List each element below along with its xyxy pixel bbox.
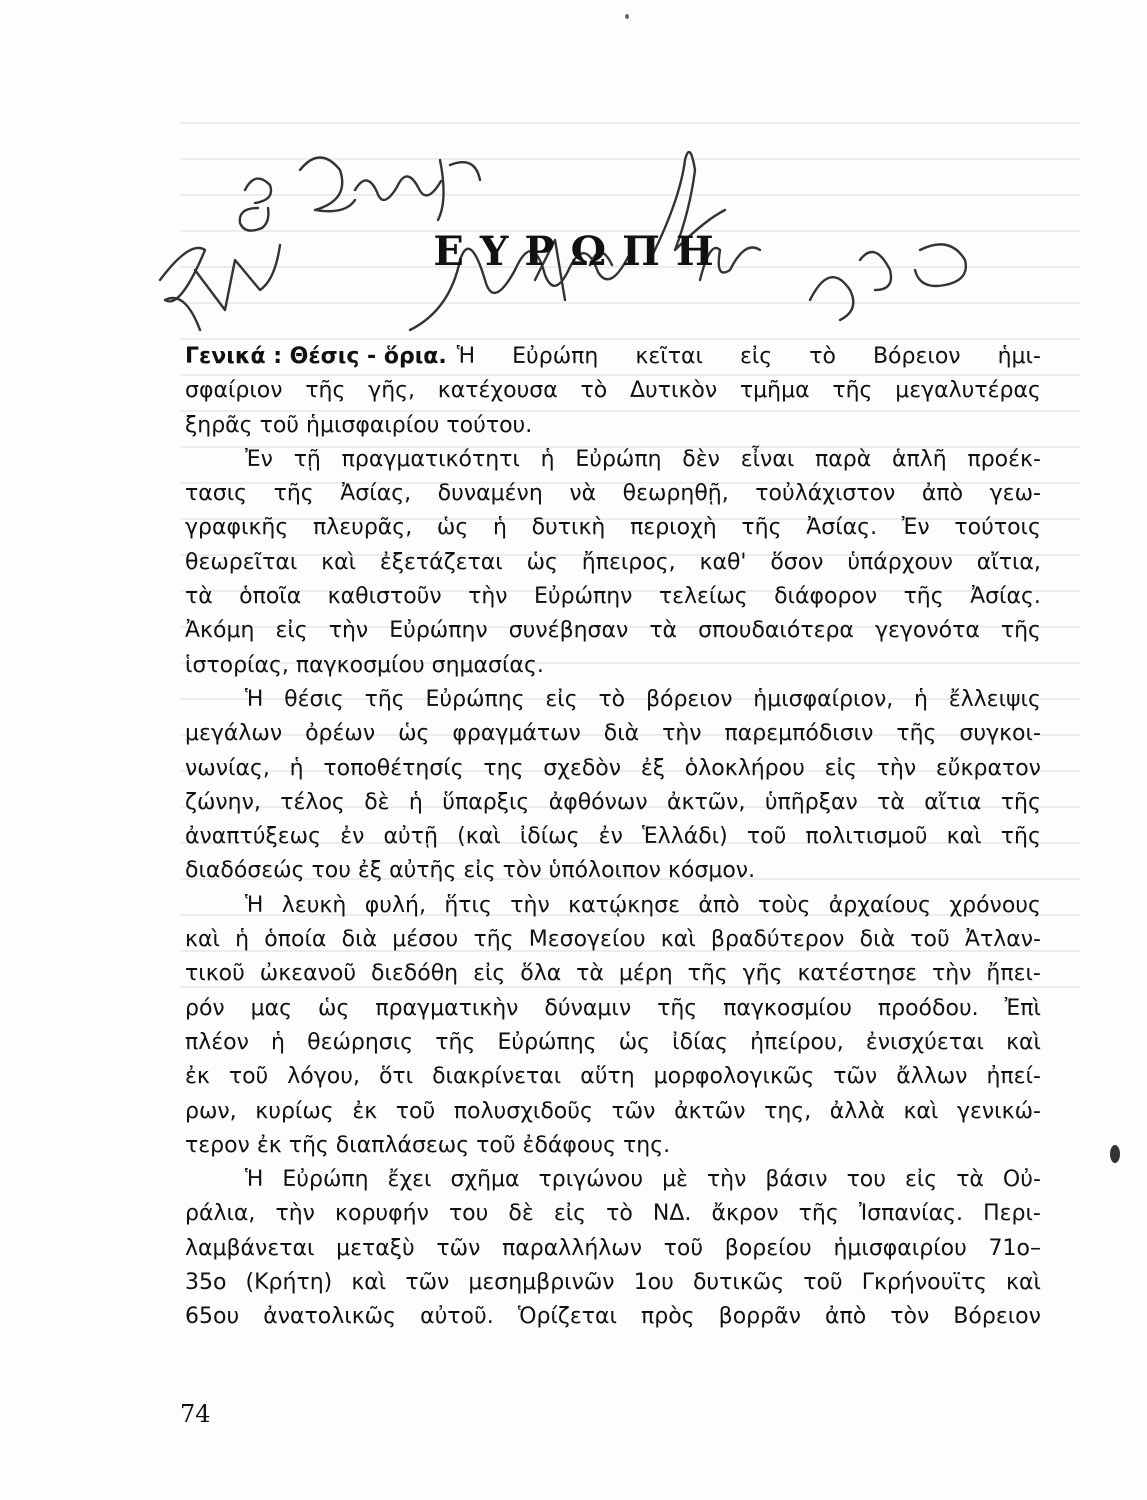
word: τοῦ [803, 1270, 843, 1296]
word: ὑπάρχουν [847, 549, 953, 575]
word: τοὐλάχιστον [755, 481, 896, 507]
word: καὶ [1006, 1029, 1041, 1055]
word: ἐν [598, 824, 623, 850]
word: γῆς, [368, 378, 416, 404]
word: θεώρησις [307, 1029, 414, 1055]
word: ἡ [271, 1029, 285, 1055]
word: ἔχει [387, 1167, 432, 1193]
text-line [185, 957, 1041, 991]
text-line [185, 1095, 1041, 1129]
page-number: 74 [180, 1400, 211, 1428]
word: ἡμι- [997, 344, 1041, 369]
word: τελείως [658, 584, 748, 610]
word: προόδου. [877, 995, 979, 1021]
word: ἁπλῆ [891, 446, 947, 472]
text-line [185, 854, 1041, 888]
word: τὰ [877, 789, 905, 815]
word: καὶ [660, 927, 696, 953]
word: δὲν [682, 446, 720, 472]
word: διεδόθη [371, 961, 459, 987]
word: δυτικὴ [531, 515, 606, 541]
word: εἰς [275, 618, 308, 644]
word: λόγου, [287, 1064, 360, 1090]
chapter-title: ΕΥΡΩΠΗ [433, 228, 730, 275]
word: ὡς [398, 721, 430, 747]
word: εἰς [824, 755, 857, 781]
word: καὶ [321, 549, 357, 575]
word: δὲ [508, 1201, 534, 1227]
word: ἄλλων [896, 1064, 968, 1090]
word: δυναμένη [437, 481, 543, 507]
word: ὠκεανοῦ [259, 961, 357, 987]
word: 1ου [633, 1270, 674, 1296]
word: τῆς [657, 995, 698, 1021]
word: ἐκ [352, 1098, 378, 1124]
text-line [185, 649, 1041, 683]
word: μορφολογικῶς [653, 1064, 815, 1090]
word: τῶν [611, 1098, 656, 1124]
word: ὡς [436, 515, 469, 541]
text-line [185, 1300, 1041, 1334]
word: τῆς [435, 1029, 476, 1055]
word: θεωρηθῇ, [622, 481, 729, 507]
word: Εὐρώπης [425, 686, 525, 712]
word: ρων, [185, 1098, 237, 1124]
word: κορυφήν [335, 1201, 429, 1227]
word: τοποθέτησίς [323, 755, 464, 781]
word: ἡ [540, 446, 555, 472]
word: Περι- [983, 1201, 1041, 1227]
word: τριγώνου [538, 1167, 644, 1193]
word: θεωρεῖται [185, 549, 298, 575]
word: παρὰ [815, 446, 872, 472]
word: ὡς [526, 549, 558, 575]
word: ράλια, [185, 1201, 256, 1227]
word: Εὐρώπη [512, 344, 599, 369]
word: Εὐρώπη [575, 446, 662, 472]
word: τὸ [606, 1201, 633, 1227]
word: Μεσογείου [528, 927, 646, 953]
text-line [185, 1026, 1041, 1060]
word: καὶ [946, 824, 982, 850]
word: τὸ [580, 378, 608, 404]
word: εἰς [739, 344, 773, 369]
word: (καὶ [457, 824, 501, 850]
text-line-content: ἱστορίας, παγκοσμίου σημασίας. [185, 652, 544, 678]
word: γραφικῆς [185, 515, 289, 541]
word: κατῴκησε [568, 892, 681, 918]
word: τῆς [364, 686, 405, 712]
word: ἠπεί- [986, 1064, 1041, 1090]
word: συνέβησαν [508, 618, 629, 644]
word: τῆς [896, 721, 937, 747]
word: τοῦ [395, 1098, 436, 1124]
word: πραγματικότητι [341, 446, 520, 472]
body-text [185, 340, 1041, 1335]
text-line [185, 477, 1041, 511]
word: ἀνατολικῶς [263, 1304, 397, 1330]
word: συγκοι- [959, 721, 1041, 747]
word: ἤπει- [986, 961, 1041, 987]
text-line [185, 511, 1041, 545]
word: ἀκτῶν, [667, 789, 746, 815]
word: τὸ [598, 686, 626, 712]
word: τὰ [576, 961, 604, 987]
word: βορρᾶν [718, 1304, 801, 1330]
word: Δυτικὸν [629, 378, 718, 404]
word: τῆς [473, 927, 514, 953]
word: ἡ [235, 927, 250, 953]
word: Ἡ [456, 344, 476, 369]
text-line [185, 1129, 1041, 1163]
word: τοῦ [746, 824, 787, 850]
word: 65ου [185, 1304, 240, 1330]
word: θέσις [284, 686, 344, 712]
word: ἰδίας [672, 1029, 728, 1055]
text-line [185, 1163, 1041, 1197]
word: τῆς [1000, 789, 1041, 815]
word: τῆς [798, 1201, 839, 1227]
word: ἀρχαίους [828, 892, 932, 918]
word: τοῦ [228, 1064, 269, 1090]
word: ἐξ [640, 755, 666, 781]
text-line [185, 374, 1041, 408]
word: 35ο [185, 1270, 227, 1296]
word: ὅλα [520, 961, 562, 987]
word: τὴν [931, 961, 972, 987]
word: βραδύτερον [710, 927, 845, 953]
text-line [185, 1060, 1041, 1094]
word: Ἰσπανίας. [858, 1201, 964, 1227]
text-line [185, 786, 1041, 820]
word: αἴτια, [976, 549, 1041, 575]
text-line [185, 409, 1041, 443]
word: Γκρήνουϊτς [861, 1270, 987, 1296]
word: εὔκρατον [935, 755, 1041, 781]
word: χρόνους [949, 892, 1041, 918]
word: μεσημβρινῶν [468, 1270, 615, 1296]
word: φυλή, [364, 892, 426, 918]
word: ἡ [408, 789, 423, 815]
word: τῇ [293, 446, 321, 472]
word: καὶ [351, 1270, 387, 1296]
word: τῆς [687, 961, 728, 987]
word: πλευρᾶς, [312, 515, 413, 541]
section-heading: Γενικά : Θέσις - ὅρια. [185, 344, 447, 369]
word: κατέστησε [797, 961, 918, 987]
word: ρόν [185, 995, 225, 1021]
word: ὀρέων [305, 721, 376, 747]
text-line [185, 717, 1041, 751]
word: κατέχουσα [437, 378, 558, 404]
word: ἡ [492, 515, 507, 541]
word: Ἀσίας, [340, 481, 412, 507]
text-line [185, 820, 1041, 854]
word: δύναμιν [544, 995, 632, 1021]
word: ἡμισφαίριον, [753, 686, 894, 712]
word: ὁποῖα [239, 584, 302, 610]
word: τασις [185, 481, 248, 507]
word: πολιτισμοῦ [805, 824, 928, 850]
word: κεῖται [635, 344, 703, 369]
word: καὶ [1006, 1270, 1041, 1296]
word: γενικώ- [956, 1098, 1041, 1124]
word: ὁποία [264, 927, 327, 953]
word: τοῦ [910, 927, 950, 953]
word: ὅσον [770, 549, 824, 575]
word: Ἡ [245, 686, 264, 712]
text-line [185, 683, 1041, 717]
text-line [185, 923, 1041, 957]
word: τὴν [328, 618, 369, 644]
word: ἤπειρος, [581, 549, 676, 575]
word: αὕτη [580, 1064, 635, 1090]
word: μέσου [392, 927, 459, 953]
word: (Κρήτη) [245, 1270, 333, 1296]
word: μὲ [662, 1167, 688, 1193]
word: ἡ [289, 755, 304, 781]
word: τῆς [903, 584, 944, 610]
word: ἀπὸ [921, 481, 964, 507]
word: μεγάλων [185, 721, 283, 747]
word: Ὁρίζεται [517, 1304, 617, 1330]
word: νὰ [569, 481, 597, 507]
word: εἰς [553, 1201, 587, 1227]
word: πραγματικὴν [375, 995, 519, 1021]
word: ἀφθόνων [548, 789, 648, 815]
word: τῆς [1000, 618, 1041, 644]
word: καθ' [699, 549, 747, 575]
word: 71ο– [988, 1235, 1041, 1261]
word: Οὐ- [1002, 1167, 1041, 1193]
word: Ἑλλάδι) [642, 824, 728, 850]
word: ἀναπτύξεως [185, 824, 322, 850]
word: της, [764, 1098, 812, 1124]
word: Εὐρώπην [389, 618, 488, 644]
text-line-content: τερον ἐκ τῆς διαπλάσεως τοῦ ἐδάφους της. [185, 1132, 671, 1158]
ink-smudge [1110, 1145, 1120, 1163]
word: γῆς [742, 961, 783, 987]
word: σφαίριον [185, 378, 283, 404]
word: σπουδαιότερα [698, 618, 854, 644]
word: τῆς [305, 378, 346, 404]
word: δυτικῶς [692, 1270, 785, 1296]
word: διὰ [859, 927, 896, 953]
word: εἰς [473, 961, 506, 987]
word: Ἀσίας. [970, 584, 1041, 610]
word: τὴν [510, 892, 550, 918]
word: παγκοσμίου [723, 995, 852, 1021]
word: ἰδίως [519, 824, 580, 850]
word: βάσιν [765, 1167, 828, 1193]
word: Εὐρώπην [533, 584, 633, 610]
text-line [185, 580, 1041, 614]
word: διάφορον [774, 584, 878, 610]
dust-speck [625, 14, 629, 19]
word: τὴν [468, 584, 508, 610]
word: αὐτῇ [383, 824, 438, 850]
word: κυρίως [255, 1098, 334, 1124]
word: ἐξετάζεται [379, 549, 503, 575]
word: γεω- [989, 481, 1041, 507]
word: του [846, 1167, 886, 1193]
word: τοὺς [758, 892, 811, 918]
word: τὴν [662, 721, 702, 747]
word: ὡς [318, 995, 350, 1021]
word: καθιστοῦν [327, 584, 442, 610]
word: παρεμπόδισιν [724, 721, 874, 747]
word: βορείου [724, 1235, 812, 1261]
word: Βόρειον [872, 344, 961, 369]
word: καὶ [185, 927, 220, 953]
word: λευκὴ [281, 892, 347, 918]
word: μέρη [618, 961, 673, 987]
word: τοῦ [663, 1235, 704, 1261]
word: τικοῦ [185, 961, 245, 987]
word: τῶν [405, 1270, 450, 1296]
word: γεγονότα [874, 618, 980, 644]
word: πρὸς [641, 1304, 695, 1330]
word: τὸ [809, 344, 836, 369]
word: τὸν [890, 1304, 930, 1330]
word: σχεδὸν [543, 755, 622, 781]
word: ἀκτῶν [674, 1098, 746, 1124]
word: τὴν [275, 1201, 315, 1227]
word: μας [250, 995, 293, 1021]
word: ἐνισχύεται [865, 1029, 984, 1055]
word: διὰ [341, 927, 378, 953]
word: περιοχὴ [630, 515, 717, 541]
word: ἐν [340, 824, 365, 850]
word: εἰς [545, 686, 578, 712]
word: πολυσχιδοῦς [453, 1098, 593, 1124]
text-line-content: ξηρᾶς τοῦ ἡμισφαιρίου τούτου. [185, 412, 533, 438]
word: ζώνην, [185, 789, 261, 815]
word: ὕπαρξις [442, 789, 530, 815]
word: της [483, 755, 524, 781]
word: αἴτια [924, 789, 982, 815]
word: μεγαλυτέρας [895, 378, 1041, 404]
text-line [185, 1232, 1041, 1266]
word: τῶν [436, 1235, 481, 1261]
word: Ἀτλαν- [964, 927, 1041, 953]
text-line [185, 1197, 1041, 1231]
word: τέλος [280, 789, 345, 815]
text-line-content: διαδόσεώς του ἐξ αὐτῆς εἰς τὸν ὑπόλοιπον κόσμον. [185, 858, 756, 884]
text-line [185, 546, 1041, 580]
word: τὴν [706, 1167, 747, 1193]
word: ἀλλὰ [829, 1098, 885, 1124]
word: Ἐν [901, 515, 930, 541]
word: καὶ [903, 1098, 939, 1124]
word: τὰ [956, 1167, 984, 1193]
word: Βόρειον [953, 1304, 1041, 1330]
word: ἐκ [185, 1064, 210, 1090]
text-line [185, 752, 1041, 786]
word: ἔλλειψις [948, 686, 1041, 712]
word: φραγμάτων [452, 721, 581, 747]
word: τῆς [1000, 824, 1041, 850]
word: εἶναι [740, 446, 795, 472]
word: ἡμισφαιρίου [833, 1235, 967, 1261]
word: Ἀσίας. [806, 515, 878, 541]
word: διὰ [603, 721, 640, 747]
word: τῆς [832, 378, 873, 404]
word: πλέον [185, 1029, 249, 1055]
word: Ἐπὶ [1004, 995, 1041, 1021]
word: ὁλοκλήρου [684, 755, 805, 781]
text-line [185, 443, 1041, 477]
word: εἰς [904, 1167, 938, 1193]
word: ἥτις [444, 892, 492, 918]
word: ἠπείρου, [750, 1029, 844, 1055]
word: δὲ [364, 789, 390, 815]
word: σχῆμα [450, 1167, 520, 1193]
word: τῆς [741, 515, 782, 541]
word: Ἐν [245, 446, 273, 472]
word: του [448, 1201, 489, 1227]
word: Εὐρώπης [497, 1029, 597, 1055]
text-line [185, 992, 1041, 1026]
word: τμῆμα [739, 378, 810, 404]
word: νωνίας, [185, 755, 270, 781]
word: μεταξὺ [336, 1235, 415, 1261]
word: Ἀκόμη [185, 618, 255, 644]
word: τὰ [649, 618, 678, 644]
text-line [185, 340, 1041, 374]
word: προέκ- [967, 446, 1041, 472]
word: τῆς [273, 481, 314, 507]
word: Ἡ [245, 892, 264, 918]
word: ὑπῆρξαν [764, 789, 858, 815]
word: ὡς [618, 1029, 651, 1055]
word: τούτοις [954, 515, 1041, 541]
word: παραλλήλων [502, 1235, 642, 1261]
word: βόρειον [645, 686, 733, 712]
word: ΝΔ. [652, 1201, 692, 1227]
word: τὰ [185, 584, 213, 610]
word: ἀπὸ [698, 892, 740, 918]
word: ἀπὸ [824, 1304, 867, 1330]
text-line [185, 889, 1041, 923]
word: τῶν [833, 1064, 878, 1090]
word: Εὐρώπη [282, 1167, 369, 1193]
word: ὅτι [378, 1064, 414, 1090]
word: λαμβάνεται [185, 1235, 315, 1261]
word: ἡ [914, 686, 928, 712]
text-line [185, 614, 1041, 648]
word: Ἡ [245, 1167, 264, 1193]
word: τὴν [876, 755, 917, 781]
text-line [185, 1266, 1041, 1300]
word: αὐτοῦ. [420, 1304, 494, 1330]
word: ἄκρον [711, 1201, 779, 1227]
word: διακρίνεται [432, 1064, 562, 1090]
